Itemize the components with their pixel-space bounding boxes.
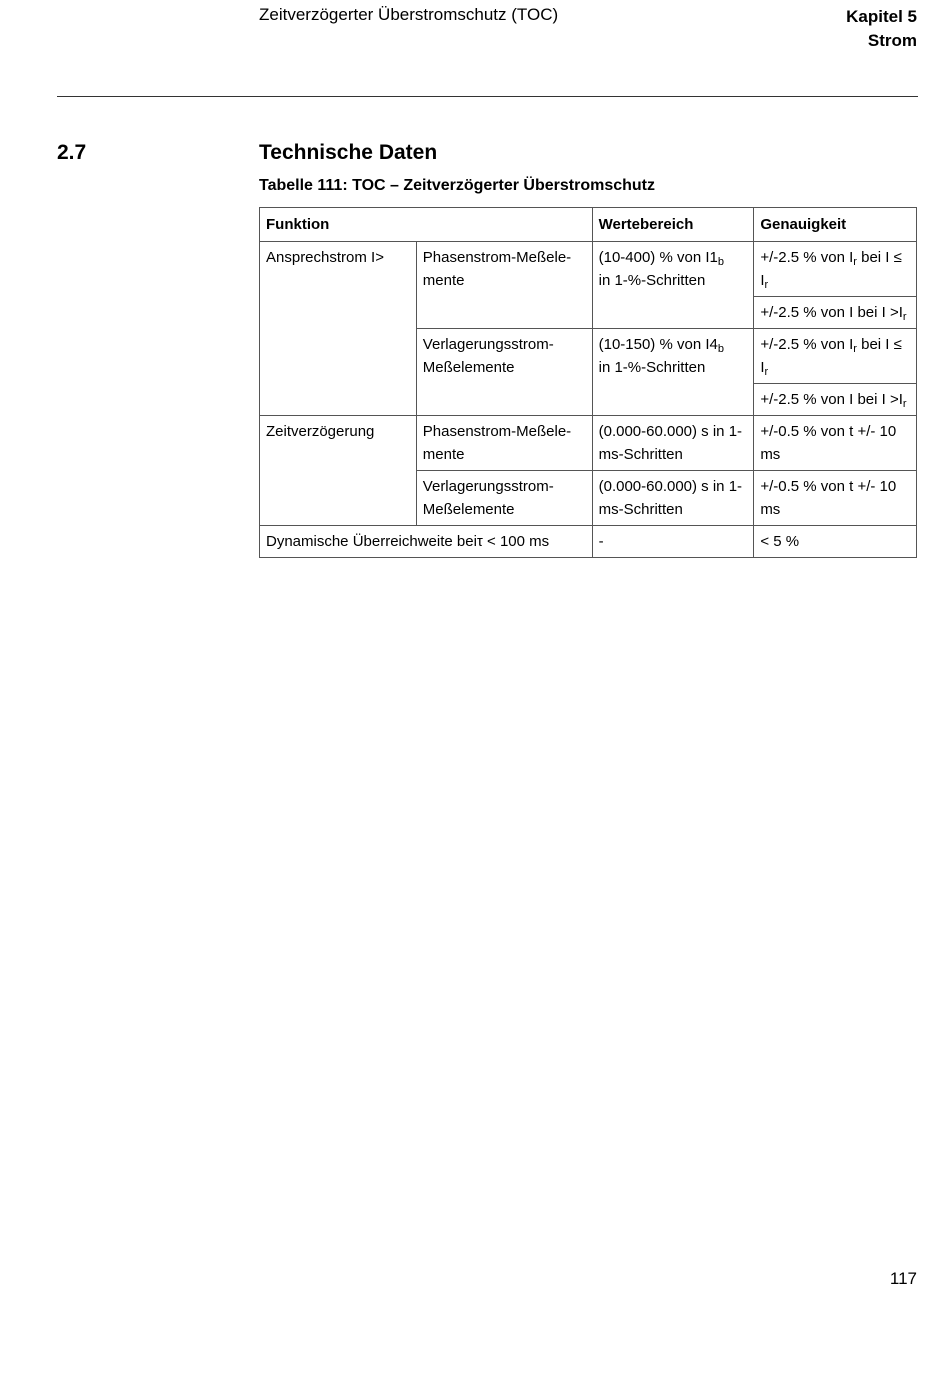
pickup-phase-element: Phasenstrom-Meßele-mente [416, 242, 592, 329]
chapter-number: Kapitel 5 [846, 7, 917, 26]
delay-phase-range: (0.000-60.000) s in 1-ms-Schritten [592, 416, 754, 471]
header-funktion: Funktion [260, 208, 593, 242]
running-title: Zeitverzögerter Überstromschutz (TOC) [259, 5, 559, 24]
overreach-label: Dynamische Überreichweite beiτ < 100 ms [260, 526, 593, 558]
table-row [260, 526, 917, 558]
delay-residual-range: (0.000-60.000) s in 1-ms-Schritten [592, 471, 754, 526]
pickup-residual-accuracy-gt: +/-2.5 % von I bei $I >I_r$ [754, 384, 917, 416]
table-row [260, 416, 917, 471]
table-header-row [260, 208, 917, 242]
page-number: 117 [889, 1269, 917, 1288]
overreach-accuracy: < 5 % [754, 526, 917, 558]
table-caption: Tabelle 111: TOC – Zeitverzögerter Überstromschutz [259, 177, 655, 194]
pickup-phase-accuracy-gt: +/-2.5 % von I bei $I >I_r$ [754, 297, 917, 329]
pickup-residual-range: (10-150) % von $I4_b$ in 1-%-Schritten [592, 329, 754, 416]
pickup-label: Ansprechstrom I> [260, 242, 417, 416]
section-title: Technische Daten [259, 141, 438, 164]
overreach-range: - [592, 526, 754, 558]
pickup-phase-range: (10-400) % von $I1_b$ in 1-%-Schritten [592, 242, 754, 329]
header-rule [57, 96, 918, 97]
table-row [260, 242, 917, 297]
delay-label: Zeitverzögerung [260, 416, 417, 526]
technical-data-table [259, 207, 917, 558]
chapter-name: Strom [867, 31, 917, 50]
pickup-phase-accuracy-le: +/-2.5 % von $I_r$ bei $I \le I_r$ [754, 242, 917, 297]
section-number: 2.7 [57, 141, 87, 164]
header-genauigkeit: Genauigkeit [754, 208, 917, 242]
pickup-residual-element: Verlagerungsstrom-Meßelemente [416, 329, 592, 416]
delay-phase-element: Phasenstrom-Meßele-mente [416, 416, 592, 471]
delay-residual-accuracy: +/-0.5 % von t +/- 10 ms [754, 471, 917, 526]
pickup-residual-accuracy-le: +/-2.5 % von $I_r$ bei $I \le I_r$ [754, 329, 917, 384]
delay-residual-element: Verlagerungsstrom-Meßelemente [416, 471, 592, 526]
delay-phase-accuracy: +/-0.5 % von t +/- 10 ms [754, 416, 917, 471]
chapter-label [846, 5, 917, 53]
header-wertebereich: Wertebereich [592, 208, 754, 242]
